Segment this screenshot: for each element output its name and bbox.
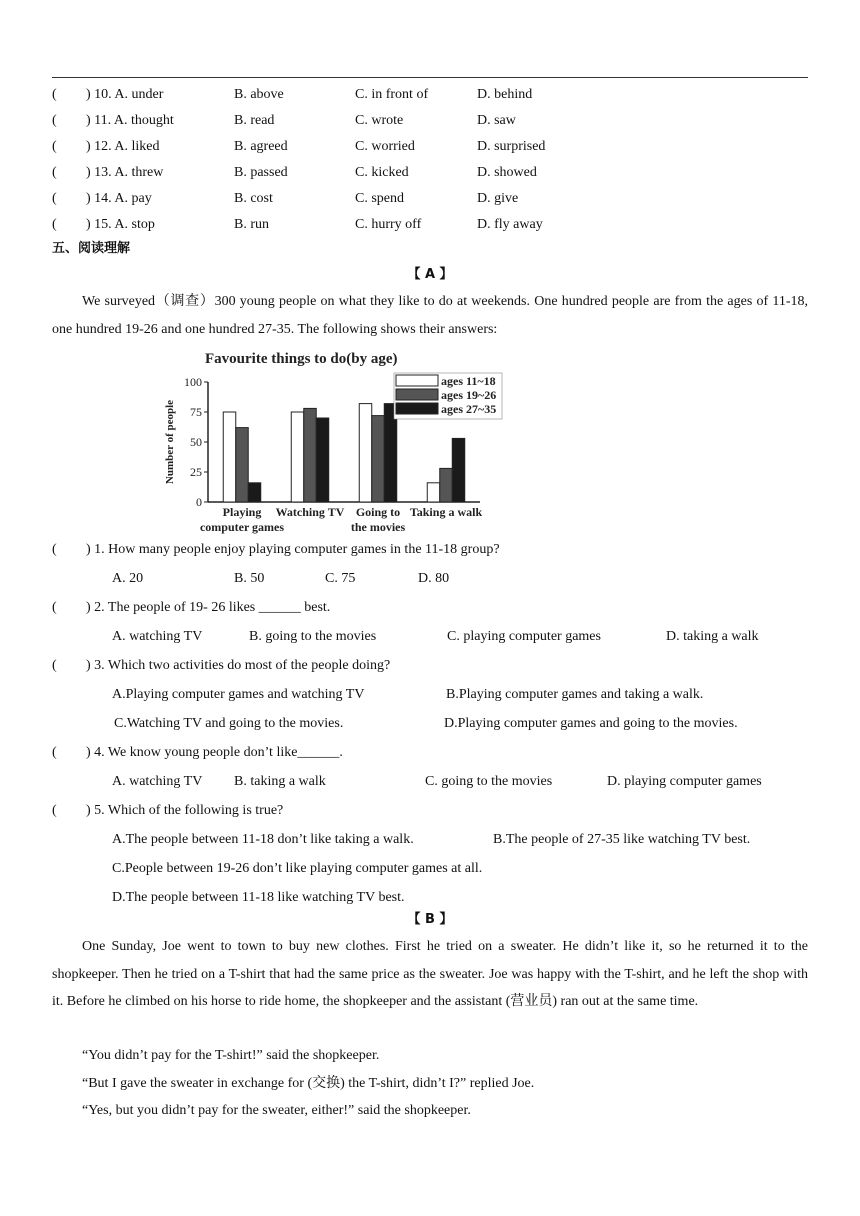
option-b: B. agreed <box>234 139 288 154</box>
bar <box>440 468 453 502</box>
question-3-option-d: D.Playing computer games and going to the movies. <box>444 716 738 731</box>
dialogue-line: “But I gave the sweater in exchange for (交换) the T-shirt, didn’t I?” replied Joe. <box>82 1076 535 1091</box>
x-tick-label: Going to <box>355 505 401 519</box>
option-a: ) 11. A. thought <box>86 113 174 128</box>
question-2-stem: ) 2. The people of 19- 26 likes ______ best. <box>86 600 331 615</box>
y-axis-label: Number of people <box>164 399 176 485</box>
question-2-option-a: A. watching TV <box>112 629 203 644</box>
answer-paren: ( <box>52 658 57 673</box>
answer-paren: ( <box>52 745 57 760</box>
passage-a-intro: We surveyed（调查）300 young people on what they like to do at weekends. One hundred people are from the ages of 11-18, one hundred 19-26 and one hundred 27-35. The following shows their answers: <box>52 294 808 337</box>
bar <box>291 412 304 502</box>
option-c: C. wrote <box>355 113 404 128</box>
option-d: D. saw <box>477 113 516 128</box>
y-tick-label: 25 <box>190 465 202 479</box>
x-tick-label: Watching TV <box>275 505 345 519</box>
option-d: D. give <box>477 191 519 206</box>
chart-title: Favourite things to do(by age) <box>205 351 398 367</box>
dialogue-line: “You didn’t pay for the T-shirt!” said the shopkeeper. <box>82 1048 380 1063</box>
bar <box>236 428 249 502</box>
question-5-option-c: C.People between 19-26 don’t like playing computer games at all. <box>112 861 483 876</box>
question-4-option-c: C. going to the movies <box>425 774 553 789</box>
passage-b-paragraph: One Sunday, Joe went to town to buy new clothes. First he tried on a sweater. He didn’t like it, so he returned it to the shopkeeper. Then he tried on a T-shirt that had the same price as the sweater. Joe was happy with the T-shirt, and he left the shop with it. Before he climbed on his horse to ride home, the shopkeeper and the assistant (营业员) ran out at the same time. <box>52 939 808 1009</box>
option-a: ) 10. A. under <box>86 87 164 102</box>
answer-paren: ( <box>52 217 57 232</box>
answer-paren: ( <box>52 165 57 180</box>
legend-swatch <box>396 403 438 414</box>
dialogue-line: “Yes, but you didn’t pay for the sweater, either!” said the shopkeeper. <box>82 1103 471 1118</box>
bar <box>304 408 317 502</box>
answer-paren: ( <box>52 87 57 102</box>
question-1-option-c: C. 75 <box>325 571 356 586</box>
bar <box>248 483 261 502</box>
x-tick-label: the movies <box>350 520 406 534</box>
option-d: D. behind <box>477 87 533 102</box>
x-tick-label: Taking a walk <box>409 505 483 519</box>
answer-paren: ( <box>52 600 57 615</box>
option-a: ) 14. A. pay <box>86 191 152 206</box>
question-4-option-d: D. playing computer games <box>607 774 762 789</box>
y-tick-label: 75 <box>190 405 202 419</box>
option-d: D. surprised <box>477 139 546 154</box>
option-b: B. passed <box>234 165 288 180</box>
answer-paren: ( <box>52 113 57 128</box>
section-title: 五、阅读理解 <box>52 241 131 256</box>
legend-label: ages 11~18 <box>441 374 496 388</box>
question-5-option-d: D.The people between 11-18 like watching TV best. <box>112 890 405 905</box>
bar <box>223 412 236 502</box>
bar <box>452 438 465 502</box>
option-c: C. kicked <box>355 165 409 180</box>
legend-swatch <box>396 389 438 400</box>
option-b: B. run <box>234 217 269 232</box>
option-b: B. cost <box>234 191 273 206</box>
option-c: C. worried <box>355 139 415 154</box>
option-a: ) 15. A. stop <box>86 217 155 232</box>
answer-paren: ( <box>52 191 57 206</box>
option-b: B. read <box>234 113 275 128</box>
question-3-stem: ) 3. Which two activities do most of the people doing? <box>86 658 391 673</box>
y-tick-label: 100 <box>184 375 202 389</box>
answer-paren: ( <box>52 803 57 818</box>
question-5-option-a: A.The people between 11-18 don’t like taking a walk. <box>112 832 414 847</box>
question-2-option-c: C. playing computer games <box>447 629 601 644</box>
x-tick-label: computer games <box>199 520 285 534</box>
question-1-stem: ) 1. How many people enjoy playing computer games in the 11-18 group? <box>86 542 500 557</box>
x-tick-label: Playing <box>222 505 262 519</box>
option-b: B. above <box>234 87 284 102</box>
option-d: D. showed <box>477 165 537 180</box>
option-c: C. spend <box>355 191 404 206</box>
question-3-option-a: A.Playing computer games and watching TV <box>112 687 365 702</box>
question-1-option-d: D. 80 <box>418 571 450 586</box>
bar <box>427 483 440 502</box>
question-4-stem: ) 4. We know young people don’t like______. <box>86 745 343 760</box>
question-2-option-b: B. going to the movies <box>249 629 377 644</box>
bar <box>359 404 372 502</box>
legend-label: ages 27~35 <box>441 402 497 416</box>
question-3-option-b: B.Playing computer games and taking a walk. <box>446 687 704 702</box>
question-1-option-a: A. 20 <box>112 571 144 586</box>
header-rule <box>52 77 808 78</box>
legend-swatch <box>396 375 438 386</box>
bar <box>372 416 385 502</box>
y-tick-label: 50 <box>190 435 202 449</box>
bar-chart <box>150 345 520 537</box>
passage-a-label: 【 A 】 <box>407 267 453 282</box>
question-4-option-b: B. taking a walk <box>234 774 326 789</box>
answer-paren: ( <box>52 139 57 154</box>
bar <box>316 418 329 502</box>
option-c: C. in front of <box>355 87 429 102</box>
question-3-option-c: C.Watching TV and going to the movies. <box>114 716 344 731</box>
y-tick-label: 0 <box>196 495 202 509</box>
legend-label: ages 19~26 <box>441 388 497 402</box>
question-1-option-b: B. 50 <box>234 571 265 586</box>
option-d: D. fly away <box>477 217 543 232</box>
answer-paren: ( <box>52 542 57 557</box>
question-2-option-d: D. taking a walk <box>666 629 759 644</box>
question-5-stem: ) 5. Which of the following is true? <box>86 803 284 818</box>
question-5-option-b: B.The people of 27-35 like watching TV best. <box>493 832 751 847</box>
option-c: C. hurry off <box>355 217 422 232</box>
passage-b-label: 【 B 】 <box>407 912 453 927</box>
option-a: ) 12. A. liked <box>86 139 160 154</box>
option-a: ) 13. A. threw <box>86 165 164 180</box>
question-4-option-a: A. watching TV <box>112 774 203 789</box>
